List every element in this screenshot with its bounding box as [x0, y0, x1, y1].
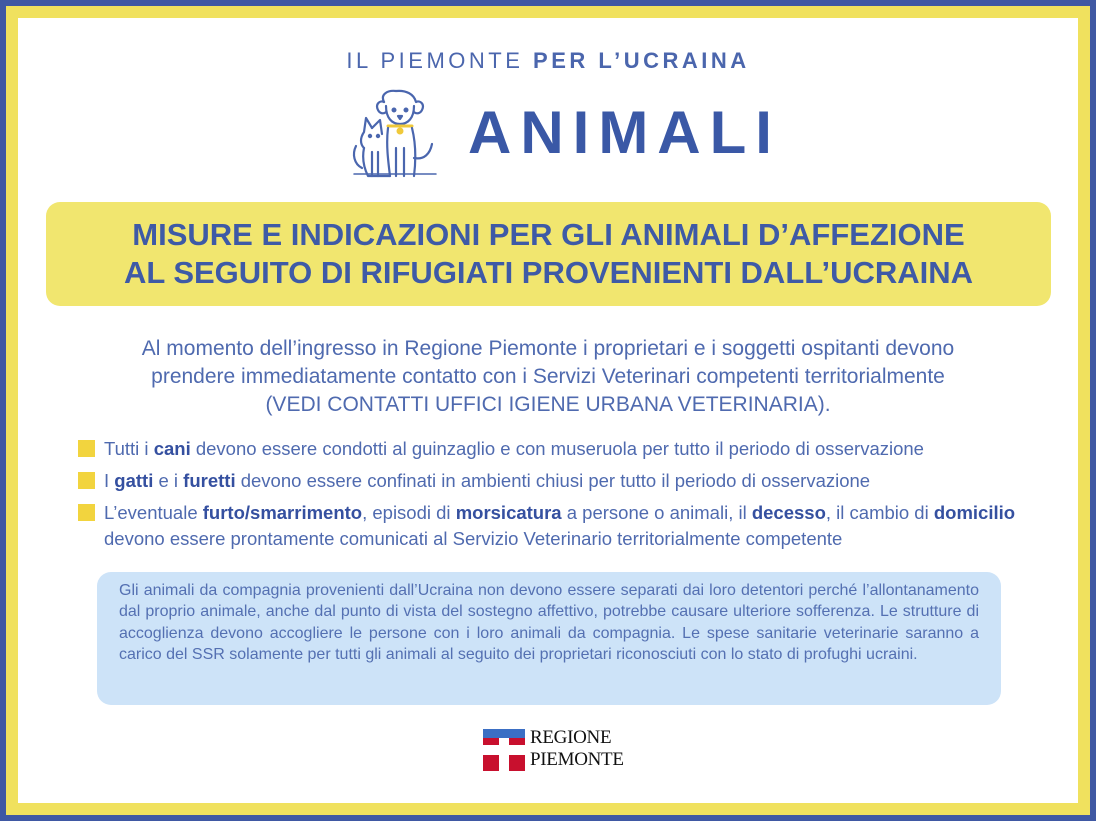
rules-list: [78, 436, 1068, 558]
info-note-box: [97, 572, 1001, 705]
bullet-square-icon: [78, 472, 95, 489]
headline-banner: [46, 202, 1051, 306]
regione-piemonte-logo: [483, 727, 635, 773]
banner-line-1: MISURE E INDICAZIONI PER GLI ANIMALI D’AFFEZIONE: [132, 217, 965, 252]
bullet-square-icon: [78, 440, 95, 457]
list-item: Tutti i cani devono essere condotti al guinzaglio e con museruola per tutto il periodo di osservazione: [78, 436, 1068, 462]
intro-paragraph: [60, 335, 1036, 419]
intro-line-1: Al momento dell’ingresso in Regione Piemonte i proprietari e i soggetti ospitanti devono: [141, 337, 955, 360]
supertitle-bold: PER L’UCRAINA: [533, 48, 750, 73]
logo-line-1: REGIONE: [530, 727, 612, 748]
page-title: ANIMALI: [468, 99, 781, 166]
banner-line-2: AL SEGUITO DI RIFUGIATI PROVENIENTI DALL’UCRAINA: [123, 255, 974, 290]
info-note-text: Gli animali da compagnia provenienti dall’Ucraina non devono essere separati dai loro detentori perché l’allontanamento dal proprio animale, anche dal punto di vista del sostegno affettivo, potrebbe causare ulteriore sofferenza. Le strutture di accoglienza devono accogliere le persone con i loro animali da compagnia. Le spese sanitarie veterinarie saranno a carico del SSR solamente per tutti gli animali al seguito dei proprietari riconosciuti con lo stato di profughi ucraini.: [119, 582, 979, 663]
intro-line-2: prendere immediatamente contatto con i Servizi Veterinari competenti territorialmente: [151, 365, 945, 388]
supertitle: [0, 48, 1096, 74]
logo-line-2: PIEMONTE: [530, 749, 624, 770]
piemonte-coat-of-arms-icon: [483, 729, 525, 771]
intro-line-3: (VEDI CONTATTI UFFICI IGIENE URBANA VETERINARIA).: [265, 393, 831, 416]
supertitle-light: IL PIEMONTE: [346, 48, 534, 73]
list-item: I gatti e i furetti devono essere confinati in ambienti chiusi per tutto il periodo di osservazione: [78, 468, 1068, 494]
bullet-square-icon: [78, 504, 95, 521]
list-item: L’eventuale furto/smarrimento, episodi di morsicatura a persone o animali, il decesso, il cambio di domicilio devono essere prontamente comunicati al Servizio Veterinario territorialmente competente: [78, 500, 1068, 552]
logo-text: [530, 727, 635, 771]
dog-and-cat-icon: [350, 88, 440, 180]
